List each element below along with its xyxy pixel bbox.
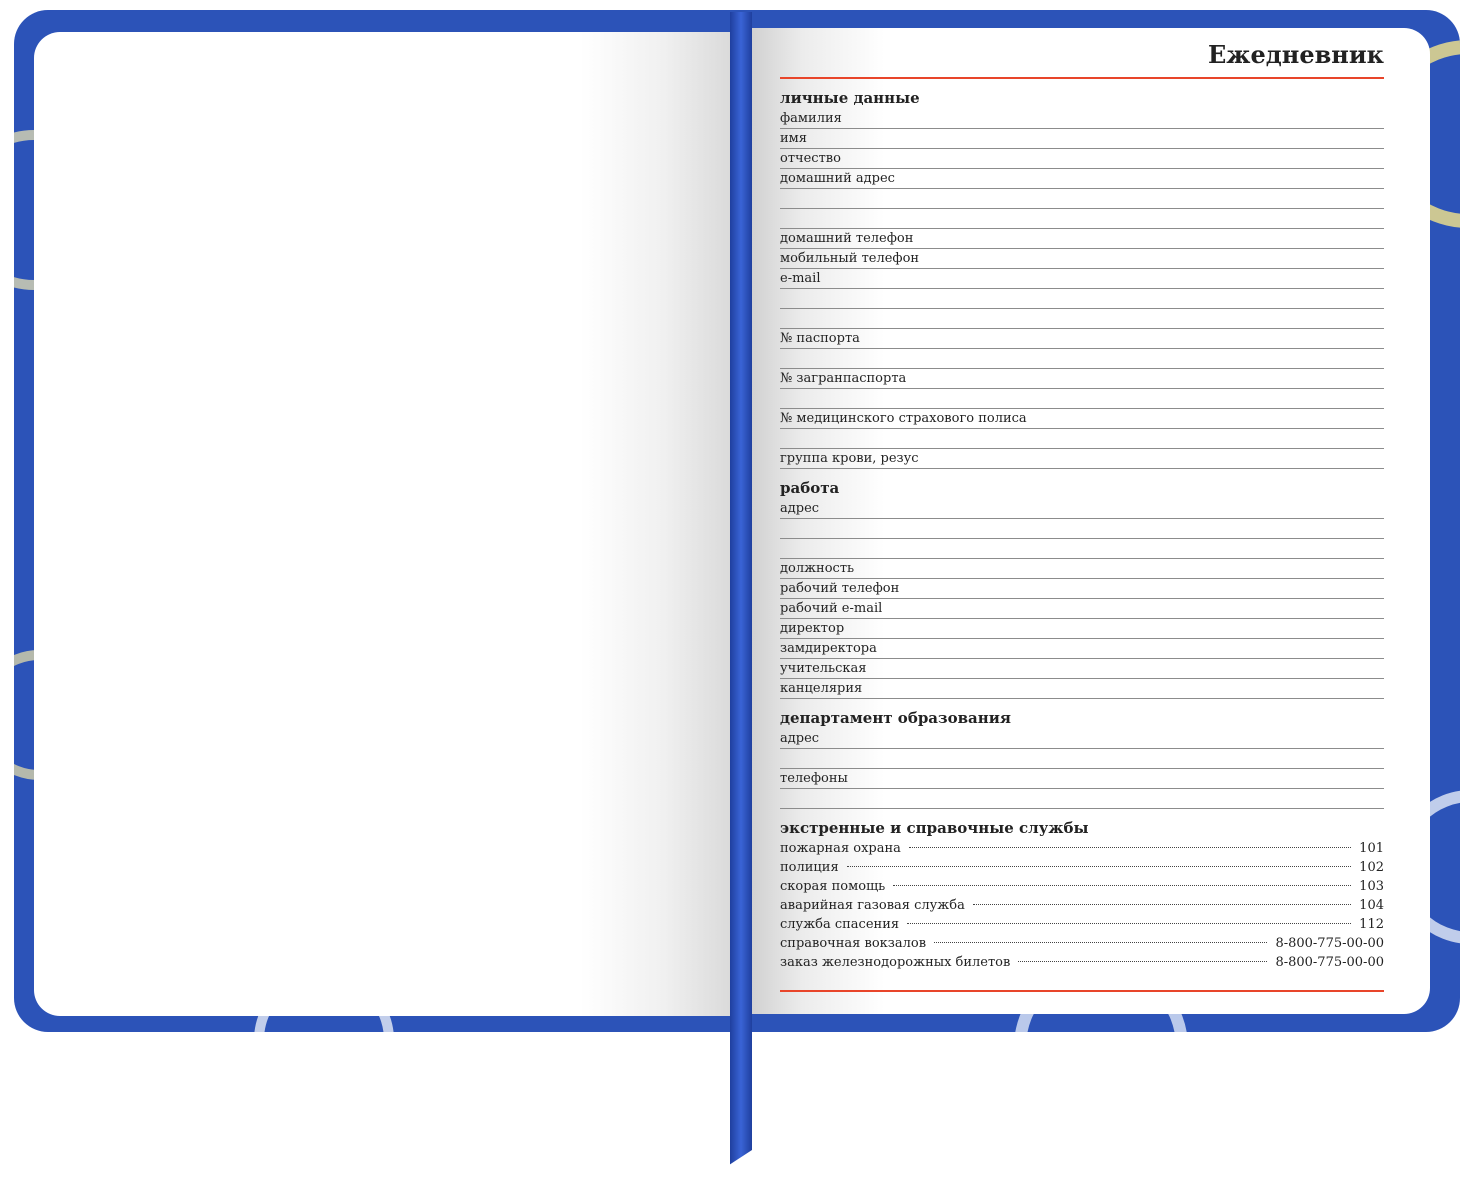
- field-row[interactable]: группа крови, резус: [780, 449, 1384, 469]
- field-row[interactable]: e-mail: [780, 269, 1384, 289]
- field-row[interactable]: учительская: [780, 659, 1384, 679]
- field-row[interactable]: имя: [780, 129, 1384, 149]
- bookmark-ribbon: [730, 12, 752, 1174]
- service-name: аварийная газовая служба: [780, 898, 965, 913]
- blank-line[interactable]: [780, 349, 1384, 369]
- service-number: 112: [1359, 917, 1384, 932]
- field-row[interactable]: № паспорта: [780, 329, 1384, 349]
- blank-line[interactable]: [780, 309, 1384, 329]
- service-name: полиция: [780, 860, 839, 875]
- service-number: 104: [1359, 898, 1384, 913]
- field-row[interactable]: канцелярия: [780, 679, 1384, 699]
- blank-line[interactable]: [780, 539, 1384, 559]
- field-row[interactable]: адрес: [780, 729, 1384, 749]
- service-row: [780, 839, 1384, 858]
- service-row: [780, 934, 1384, 953]
- education-fields: [780, 729, 1384, 809]
- dot-leader: [909, 847, 1351, 848]
- service-name: скорая помощь: [780, 879, 886, 894]
- service-row: [780, 953, 1384, 972]
- field-row[interactable]: телефоны: [780, 769, 1384, 789]
- field-row[interactable]: директор: [780, 619, 1384, 639]
- blank-line[interactable]: [780, 429, 1384, 449]
- field-row[interactable]: № медицинского страхового полиса: [780, 409, 1384, 429]
- page-title: Ежедневник: [780, 40, 1384, 79]
- field-row[interactable]: домашний адрес: [780, 169, 1384, 189]
- left-page: [34, 32, 734, 1016]
- blank-line[interactable]: [780, 289, 1384, 309]
- emergency-list: [780, 839, 1384, 972]
- dot-leader: [893, 885, 1351, 886]
- section-emergency-heading: экстренные и справочные службы: [780, 819, 1089, 837]
- service-number: 8-800-775-00-00: [1275, 936, 1384, 951]
- field-row[interactable]: рабочий e-mail: [780, 599, 1384, 619]
- field-row[interactable]: мобильный телефон: [780, 249, 1384, 269]
- blank-line[interactable]: [780, 749, 1384, 769]
- dot-leader: [973, 904, 1351, 905]
- service-row: [780, 915, 1384, 934]
- field-row[interactable]: домашний телефон: [780, 229, 1384, 249]
- section-work-heading: работа: [780, 479, 840, 497]
- field-row[interactable]: рабочий телефон: [780, 579, 1384, 599]
- field-row[interactable]: № загранпаспорта: [780, 369, 1384, 389]
- bottom-accent-rule: [780, 990, 1384, 992]
- service-number: 8-800-775-00-00: [1275, 955, 1384, 970]
- work-fields: [780, 499, 1384, 699]
- field-row[interactable]: должность: [780, 559, 1384, 579]
- dot-leader: [847, 866, 1352, 867]
- service-name: служба спасения: [780, 917, 900, 932]
- dot-leader: [1018, 961, 1267, 962]
- section-personal-heading: личные данные: [780, 89, 920, 107]
- service-row: [780, 858, 1384, 877]
- personal-fields: [780, 109, 1384, 469]
- field-row[interactable]: фамилия: [780, 109, 1384, 129]
- field-row[interactable]: отчество: [780, 149, 1384, 169]
- service-number: 102: [1359, 860, 1384, 875]
- blank-line[interactable]: [780, 789, 1384, 809]
- blank-line[interactable]: [780, 519, 1384, 539]
- service-number: 103: [1359, 879, 1384, 894]
- dot-leader: [907, 923, 1351, 924]
- section-education-heading: департамент образования: [780, 709, 1011, 727]
- field-row[interactable]: замдиректора: [780, 639, 1384, 659]
- service-row: [780, 896, 1384, 915]
- service-row: [780, 877, 1384, 896]
- service-number: 101: [1359, 841, 1384, 856]
- service-name: справочная вокзалов: [780, 936, 927, 951]
- blank-line[interactable]: [780, 209, 1384, 229]
- service-name: пожарная охрана: [780, 841, 901, 856]
- blank-line[interactable]: [780, 189, 1384, 209]
- planner-page-content: [780, 40, 1384, 992]
- field-row[interactable]: адрес: [780, 499, 1384, 519]
- blank-line[interactable]: [780, 389, 1384, 409]
- dot-leader: [934, 942, 1267, 943]
- service-name: заказ железнодорожных билетов: [780, 955, 1011, 970]
